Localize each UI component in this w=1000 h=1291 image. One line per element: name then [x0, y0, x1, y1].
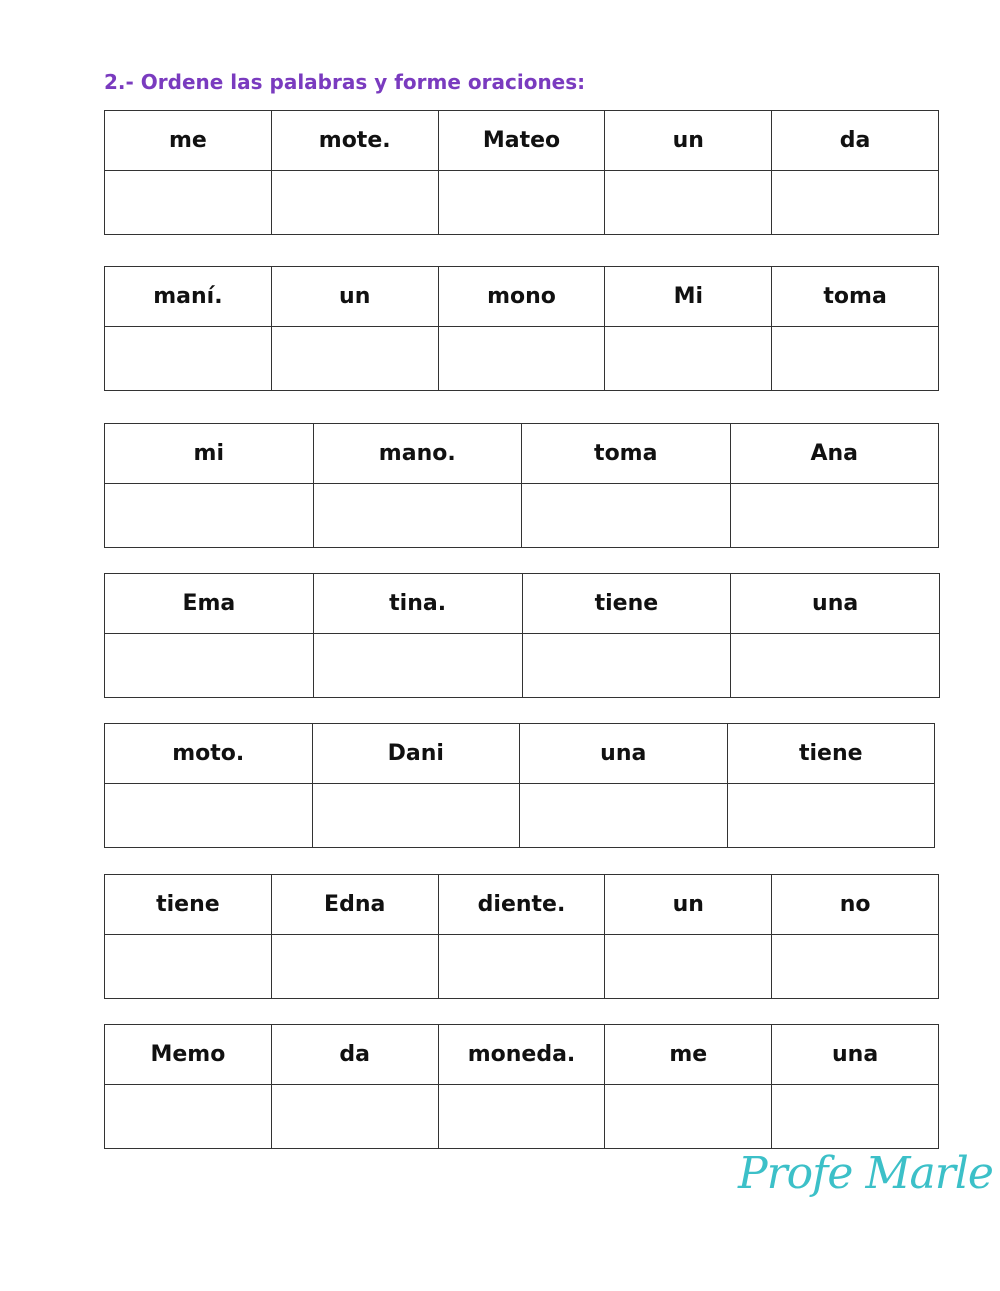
word-cell[interactable]: Ana	[730, 424, 939, 484]
word-cell[interactable]: maní.	[105, 267, 272, 327]
answer-field[interactable]	[105, 784, 312, 847]
answer-row	[105, 327, 939, 391]
answer-cell	[605, 327, 772, 391]
answer-field[interactable]	[772, 1085, 938, 1148]
answer-field[interactable]	[439, 171, 605, 234]
answer-cell	[105, 935, 272, 999]
answer-field[interactable]	[105, 935, 271, 998]
answer-cell	[271, 1085, 438, 1149]
word-cell[interactable]: mano.	[313, 424, 522, 484]
answer-cell	[605, 935, 772, 999]
word-cell[interactable]: tiene	[727, 724, 935, 784]
word-row	[105, 574, 940, 634]
word-cell[interactable]: da	[772, 111, 939, 171]
answer-cell	[772, 1085, 939, 1149]
answer-field[interactable]	[731, 634, 939, 697]
answer-field[interactable]	[728, 784, 935, 847]
answer-cell	[522, 634, 731, 698]
word-cell[interactable]: Ema	[105, 574, 314, 634]
exercise-table-1	[104, 110, 939, 235]
answer-field[interactable]	[272, 171, 438, 234]
word-cell[interactable]: moto.	[105, 724, 313, 784]
answer-cell	[730, 484, 939, 548]
answer-cell	[105, 1085, 272, 1149]
word-cell[interactable]: da	[271, 1025, 438, 1085]
answer-cell	[522, 484, 731, 548]
answer-cell	[313, 484, 522, 548]
answer-cell	[105, 171, 272, 235]
answer-cell	[772, 935, 939, 999]
answer-field[interactable]	[772, 171, 938, 234]
answer-field[interactable]	[105, 634, 313, 697]
word-cell[interactable]: Edna	[271, 875, 438, 935]
exercise-table-6	[104, 874, 939, 999]
instruction-title: 2.- Ordene las palabras y forme oraciones:	[104, 70, 586, 94]
word-cell[interactable]: moneda.	[438, 1025, 605, 1085]
word-cell[interactable]: tiene	[522, 574, 731, 634]
answer-field[interactable]	[605, 327, 771, 390]
word-cell[interactable]: una	[772, 1025, 939, 1085]
answer-field[interactable]	[313, 784, 520, 847]
answer-cell	[105, 784, 313, 848]
answer-cell	[772, 171, 939, 235]
word-cell[interactable]: un	[271, 267, 438, 327]
author-signature: Profe Marle	[738, 1148, 993, 1199]
word-cell[interactable]: Memo	[105, 1025, 272, 1085]
answer-field[interactable]	[439, 1085, 605, 1148]
answer-field[interactable]	[605, 935, 771, 998]
answer-cell	[727, 784, 935, 848]
answer-cell	[438, 327, 605, 391]
answer-field[interactable]	[272, 327, 438, 390]
answer-field[interactable]	[605, 1085, 771, 1148]
answer-field[interactable]	[272, 935, 438, 998]
word-cell[interactable]: mote.	[271, 111, 438, 171]
word-row	[105, 724, 935, 784]
answer-field[interactable]	[105, 171, 271, 234]
word-row	[105, 875, 939, 935]
answer-field[interactable]	[105, 484, 313, 547]
word-cell[interactable]: mono	[438, 267, 605, 327]
word-row	[105, 111, 939, 171]
exercise-table-2	[104, 266, 939, 391]
answer-cell	[271, 171, 438, 235]
answer-row	[105, 171, 939, 235]
word-cell[interactable]: me	[605, 1025, 772, 1085]
word-row	[105, 424, 939, 484]
answer-cell	[105, 634, 314, 698]
word-cell[interactable]: Mi	[605, 267, 772, 327]
answer-cell	[520, 784, 728, 848]
answer-field[interactable]	[314, 484, 522, 547]
word-cell[interactable]: me	[105, 111, 272, 171]
answer-row	[105, 784, 935, 848]
answer-cell	[105, 327, 272, 391]
word-cell[interactable]: diente.	[438, 875, 605, 935]
answer-field[interactable]	[605, 171, 771, 234]
answer-cell	[105, 484, 314, 548]
exercise-table-3	[104, 423, 939, 548]
answer-field[interactable]	[272, 1085, 438, 1148]
word-row	[105, 1025, 939, 1085]
word-cell[interactable]: un	[605, 875, 772, 935]
word-cell[interactable]: Mateo	[438, 111, 605, 171]
word-row	[105, 267, 939, 327]
word-cell[interactable]: toma	[772, 267, 939, 327]
exercise-table-4	[104, 573, 940, 698]
word-cell[interactable]: tina.	[313, 574, 522, 634]
answer-cell	[605, 1085, 772, 1149]
answer-row	[105, 1085, 939, 1149]
word-cell[interactable]: Dani	[312, 724, 520, 784]
word-cell[interactable]: toma	[522, 424, 731, 484]
word-cell[interactable]: no	[772, 875, 939, 935]
answer-row	[105, 484, 939, 548]
answer-cell	[271, 935, 438, 999]
answer-field[interactable]	[439, 327, 605, 390]
answer-cell	[605, 171, 772, 235]
answer-cell	[312, 784, 520, 848]
answer-field[interactable]	[772, 327, 938, 390]
word-cell[interactable]: tiene	[105, 875, 272, 935]
word-cell[interactable]: mi	[105, 424, 314, 484]
answer-cell	[313, 634, 522, 698]
exercise-table-5	[104, 723, 935, 848]
answer-cell	[772, 327, 939, 391]
word-cell[interactable]: una	[520, 724, 728, 784]
answer-field[interactable]	[772, 935, 938, 998]
answer-cell	[438, 1085, 605, 1149]
answer-field[interactable]	[105, 327, 271, 390]
word-cell[interactable]: una	[731, 574, 940, 634]
answer-cell	[731, 634, 940, 698]
answer-cell	[438, 935, 605, 999]
answer-cell	[271, 327, 438, 391]
answer-row	[105, 634, 940, 698]
answer-field[interactable]	[439, 935, 605, 998]
answer-field[interactable]	[520, 784, 727, 847]
answer-field[interactable]	[523, 634, 731, 697]
word-cell[interactable]: un	[605, 111, 772, 171]
answer-cell	[438, 171, 605, 235]
answer-field[interactable]	[105, 1085, 271, 1148]
answer-row	[105, 935, 939, 999]
answer-field[interactable]	[731, 484, 939, 547]
exercise-table-7	[104, 1024, 939, 1149]
answer-field[interactable]	[522, 484, 730, 547]
answer-field[interactable]	[314, 634, 522, 697]
